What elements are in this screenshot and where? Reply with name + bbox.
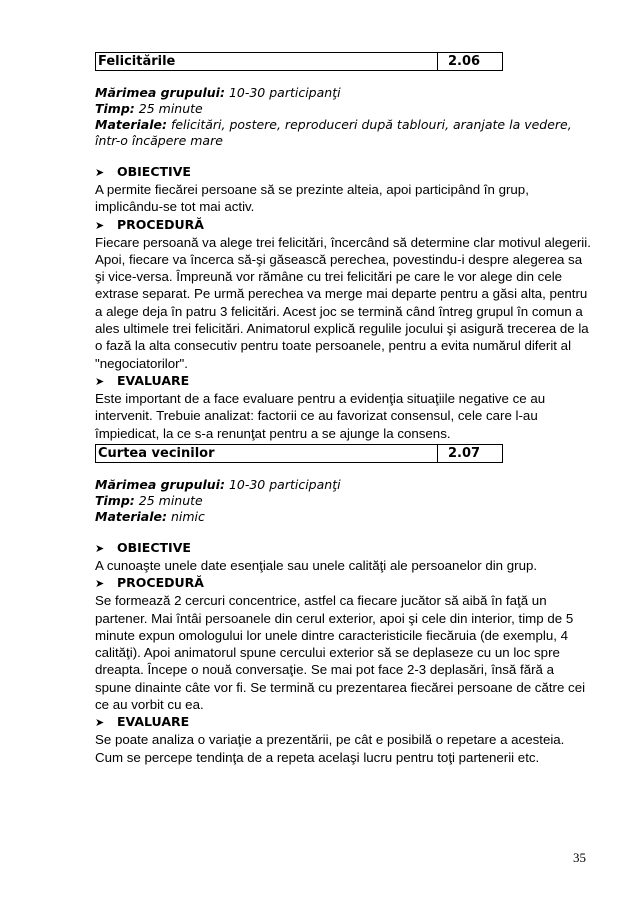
section-title-box <box>95 52 503 71</box>
objective-text: A permite fiecărei persoane să se prezinte alteia, apoi participând în grup, implicându-se tot mai activ. <box>95 182 529 215</box>
time-label: Timp: <box>95 101 135 116</box>
arrow-bullet-icon: ➤ <box>95 716 105 730</box>
materials-label: Materiale: <box>95 509 167 524</box>
procedure-heading: PROCEDURĂ <box>117 216 204 232</box>
objective-block <box>95 163 595 442</box>
arrow-bullet-icon: ➤ <box>95 166 105 179</box>
evaluation-text: Este important de a face evaluare pentru a evidenţia situaţiile negative ce au intervenit. Trebuie analizat: factorii ce au favorizat consensul, cele care l-au împiedicat, la ce s-a renunţat pentru a se ajunge la consens. <box>95 390 546 441</box>
arrow-bullet-icon: ➤ <box>95 577 105 591</box>
group-size-value: 10-30 participanţi <box>228 477 341 492</box>
evaluation-text: Se poate analiza o variaţie a prezentării, pe cât e posibilă o repetare a acesteia. Cum se percepe tendinţa de a repeta acelaşi lucru pentru toţi partenerii etc. <box>95 732 565 765</box>
section-meta <box>95 85 595 149</box>
group-size-label: Mărimea grupului: <box>95 477 225 492</box>
arrow-bullet-icon: ➤ <box>95 218 105 232</box>
section-number: 2.06 <box>448 54 481 69</box>
page-number: 35 <box>573 850 586 865</box>
evaluation-heading: EVALUARE <box>117 714 190 730</box>
objective-text: A cunoaşte unele date esenţiale sau unele calităţi ale persoanelor din grup. <box>95 558 538 573</box>
section-curtea-vecinilor <box>95 444 595 766</box>
objective-heading: OBIECTIVE <box>117 164 191 179</box>
objective-block <box>95 539 595 766</box>
arrow-bullet-icon: ➤ <box>95 542 105 555</box>
section-title: Felicitările <box>96 53 438 70</box>
section-title-box <box>95 444 503 463</box>
section-number: 2.07 <box>448 446 481 461</box>
section-felicitarile <box>95 52 595 442</box>
materials-label: Materiale: <box>95 117 167 132</box>
objective-heading: OBIECTIVE <box>117 540 191 555</box>
evaluation-heading: EVALUARE <box>117 372 190 388</box>
group-size-value: 10-30 participanţi <box>228 85 341 100</box>
time-label: Timp: <box>95 493 135 508</box>
arrow-bullet-icon: ➤ <box>95 374 105 388</box>
time-value: 25 minute <box>138 493 203 508</box>
materials-value: nimic <box>170 509 205 524</box>
procedure-heading: PROCEDURĂ <box>117 575 204 591</box>
section-meta <box>95 477 595 525</box>
time-value: 25 minute <box>138 101 203 116</box>
procedure-text: Se formează 2 cercuri concentrice, astfel ca fiecare jucător să aibă în faţă un partener. Mai întâi persoanele din cerul exterior, apoi şi cele din interior, timp de 5 minute expun omologului lor unele dintre caracteristicile fiecăruia (de exemplu, 4 calităţi). Apoi animatorul spune cercului exterior să se deplaseze cu un loc spre dreapta. Începe o nouă conversaţie. Se mai pot face 2-3 deplasări, însă fără a spune dinainte câte vor fi. Se termină cu prezentarea fiecărei persoane de către cei ce au vorbit cu ea. <box>95 593 586 713</box>
procedure-text: Fiecare persoană va alege trei felicitări, încercând să determine clar motivul alegerii. Apoi, fiecare va încerca să-şi găsească perechea, povestindu-i despre alegerea sa şi vice-versa. Împreună vor rămâne cu trei felicitări pe care le vor alege din cele extrase separat. Pe urmă perechea va merge mai departe pentru a găsi alta, pentru a alege deja în patru 3 felicitări. Acest joc se termină când întreg grupul în comun a ales ultimele trei felicitări. Animatorul explică regulile jocului şi asigură trecerea de la o fază la alta consecutiv pentru toate persoanele, pentru a evita numărul diferit al "negociatorilor". <box>95 234 591 371</box>
section-title: Curtea vecinilor <box>96 445 438 462</box>
materials-value: felicitări, postere, reproduceri după tablouri, aranjate la vedere, într-o încăpere mare <box>95 117 572 148</box>
group-size-label: Mărimea grupului: <box>95 85 225 100</box>
